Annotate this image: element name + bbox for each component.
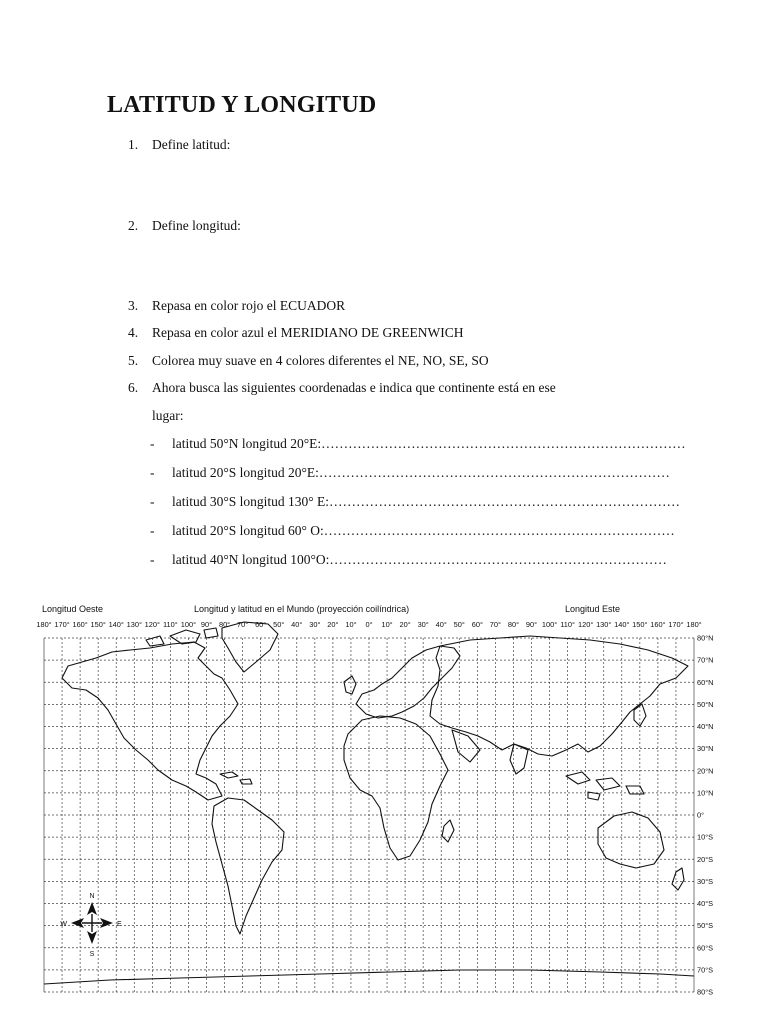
longitude-tick-label: 20° [399, 620, 411, 629]
latitude-tick-label: 70°S [697, 965, 714, 975]
longitude-tick-label: 40° [291, 620, 303, 629]
antarctica-outline [44, 970, 694, 984]
coordinate-item: - latitud 40°N longitud 100°O:………………………………………………………………… [150, 552, 667, 567]
longitude-tick-label: 160° [72, 620, 88, 629]
longitude-tick-label: 60° [255, 620, 267, 629]
longitude-tick-label: 10° [345, 620, 357, 629]
question-2: 2. Define longitud: [128, 218, 241, 233]
coordinate-item: - latitud 30°S longitud 130° E:…………………………………………………………………… [150, 494, 681, 509]
longitude-tick-label: 100° [180, 620, 197, 629]
compass-north-label: N [89, 893, 95, 900]
longitude-tick-label: 170° [668, 620, 684, 629]
compass-south-label: S [89, 951, 95, 958]
longitude-tick-label: 130° [126, 620, 142, 629]
south-asia-outline [452, 730, 528, 774]
question-3: 3. Repasa en color rojo el ECUADOR [128, 298, 346, 313]
latitude-tick-label: 80°S [697, 987, 714, 997]
north-america-outline [62, 642, 238, 800]
latitude-tick-label: 40°S [697, 899, 714, 909]
latitude-tick-label: 20°N [697, 766, 714, 776]
latitude-tick-label: 0° [697, 810, 705, 820]
latitude-tick-label: 60°N [697, 677, 714, 687]
question-1: 1. Define latitud: [128, 137, 231, 152]
longitude-tick-label: 80° [218, 620, 231, 629]
question-4: 4. Repasa en color azul el MERIDIANO DE GREENWICH [128, 325, 464, 340]
latitude-tick-label: 40°N [697, 722, 714, 732]
coordinate-item: - latitud 50°N longitud 20°E:……………………………………………………………………… [150, 436, 686, 451]
latitude-labels [697, 634, 714, 997]
madagascar-outline [442, 820, 454, 842]
longitude-tick-label: 30° [309, 620, 321, 629]
latitude-tick-label: 10°N [697, 788, 714, 798]
latitude-tick-label: 50°S [697, 921, 714, 931]
new-zealand-outline [672, 868, 684, 890]
asia-outline [430, 636, 688, 756]
longitude-tick-label: 10° [381, 620, 393, 629]
question-6-continuation: lugar: [152, 408, 184, 423]
longitude-tick-label: 120° [144, 620, 160, 629]
longitude-tick-label: 50° [453, 620, 465, 629]
latitude-tick-label: 50°N [697, 699, 714, 709]
longitude-tick-label: 60° [471, 620, 483, 629]
question-6: 6. Ahora busca las siguientes coordenadas e indica que continente está en ese [128, 380, 556, 395]
latitude-tick-label: 20°S [697, 854, 714, 864]
world-map [0, 600, 768, 1024]
longitude-tick-label: 120° [578, 620, 594, 629]
page-title: LATITUD Y LONGITUD [107, 92, 377, 118]
longitude-tick-label: 90° [200, 620, 213, 629]
longitude-tick-label: 150° [632, 620, 648, 629]
longitude-tick-label: 110° [163, 620, 178, 629]
longitude-tick-label: 130° [596, 620, 612, 629]
coordinate-item: - latitud 20°S longitud 60° O:…………………………………………………………………… [150, 523, 675, 538]
southeast-asia-islands-outline [566, 772, 644, 800]
longitude-tick-label: 90° [525, 620, 538, 629]
latitude-tick-label: 30°N [697, 744, 714, 754]
coordinate-item: - latitud 20°S longitud 20°E:…………………………………………………………………… [150, 465, 670, 480]
longitude-tick-label: 20° [327, 620, 339, 629]
longitude-tick-label: 180° [686, 620, 702, 629]
longitude-tick-label: 0° [365, 620, 373, 629]
latitude-tick-label: 30°S [697, 876, 714, 886]
longitude-tick-label: 30° [417, 620, 429, 629]
longitude-tick-label: 140° [108, 620, 124, 629]
longitude-tick-label: 70° [489, 620, 501, 629]
latitude-tick-label: 80°N [697, 633, 714, 643]
compass-west-label: W [60, 921, 67, 928]
south-america-outline [212, 798, 284, 934]
greenland-outline [222, 622, 278, 672]
longitude-tick-label: 70° [237, 620, 249, 629]
british-isles-outline [344, 676, 356, 694]
africa-outline [344, 716, 448, 860]
longitude-tick-label: 110° [560, 620, 575, 629]
australia-outline [598, 812, 664, 868]
longitude-tick-label: 180° [36, 620, 52, 629]
map-title: Longitud y latitud en el Mundo (proyección coilíndrica) [194, 604, 410, 614]
longitude-tick-label: 150° [90, 620, 106, 629]
latitude-tick-label: 10°S [697, 832, 714, 842]
longitude-tick-label: 50° [273, 620, 285, 629]
latitude-tick-label: 60°S [697, 943, 714, 953]
longitude-tick-label: 160° [650, 620, 666, 629]
map-label-east: Longitud Este [565, 604, 621, 614]
longitude-tick-label: 40° [435, 620, 447, 629]
longitude-tick-label: 100° [541, 620, 558, 629]
compass-east-label: E [117, 921, 122, 928]
longitude-labels [36, 620, 701, 629]
longitude-tick-label: 80° [507, 620, 520, 629]
longitude-tick-label: 170° [54, 620, 70, 629]
latitude-tick-label: 70°N [697, 655, 714, 665]
question-5: 5. Colorea muy suave en 4 colores diferentes el NE, NO, SE, SO [128, 353, 489, 368]
longitude-tick-label: 140° [614, 620, 630, 629]
map-label-west: Longitud Oeste [42, 604, 104, 614]
